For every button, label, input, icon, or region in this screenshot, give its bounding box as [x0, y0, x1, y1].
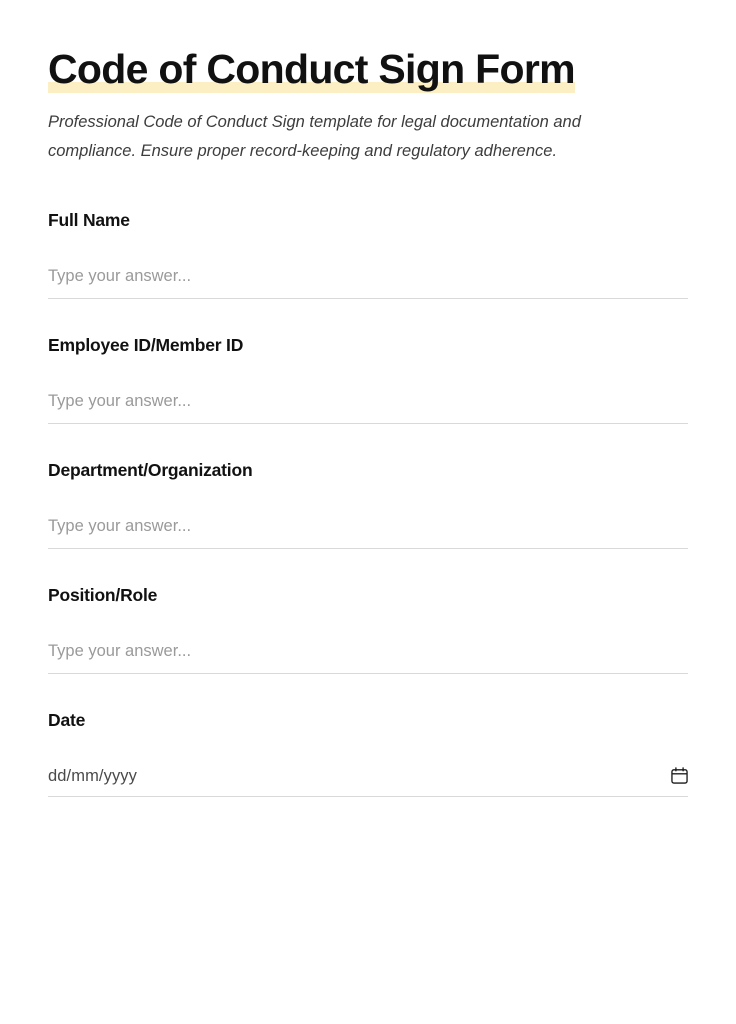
- page-subtitle: Professional Code of Conduct Sign template for legal documentation and compliance. Ensure proper record-keeping and regulatory adherence.: [48, 112, 581, 160]
- full-name-input[interactable]: [48, 267, 688, 299]
- date-input[interactable]: [48, 767, 688, 797]
- position-input[interactable]: [48, 642, 688, 674]
- field-position: [48, 585, 688, 674]
- form-fields: [48, 210, 688, 797]
- field-label-department: Department/Organization: [48, 460, 253, 481]
- field-label-position: Position/Role: [48, 585, 158, 606]
- field-department: [48, 460, 688, 549]
- date-placeholder: dd/mm/yyyy: [48, 767, 138, 786]
- calendar-icon[interactable]: [671, 767, 688, 784]
- page-title-wrap: [48, 46, 575, 94]
- field-employee-id: [48, 335, 688, 424]
- field-label-full-name: Full Name: [48, 210, 130, 231]
- department-input[interactable]: [48, 517, 688, 549]
- field-label-date: Date: [48, 710, 86, 731]
- field-date: [48, 710, 688, 797]
- page-title: Code of Conduct Sign Form: [48, 46, 575, 92]
- field-full-name: [48, 210, 688, 299]
- field-label-employee-id: Employee ID/Member ID: [48, 335, 244, 356]
- employee-id-input[interactable]: [48, 392, 688, 424]
